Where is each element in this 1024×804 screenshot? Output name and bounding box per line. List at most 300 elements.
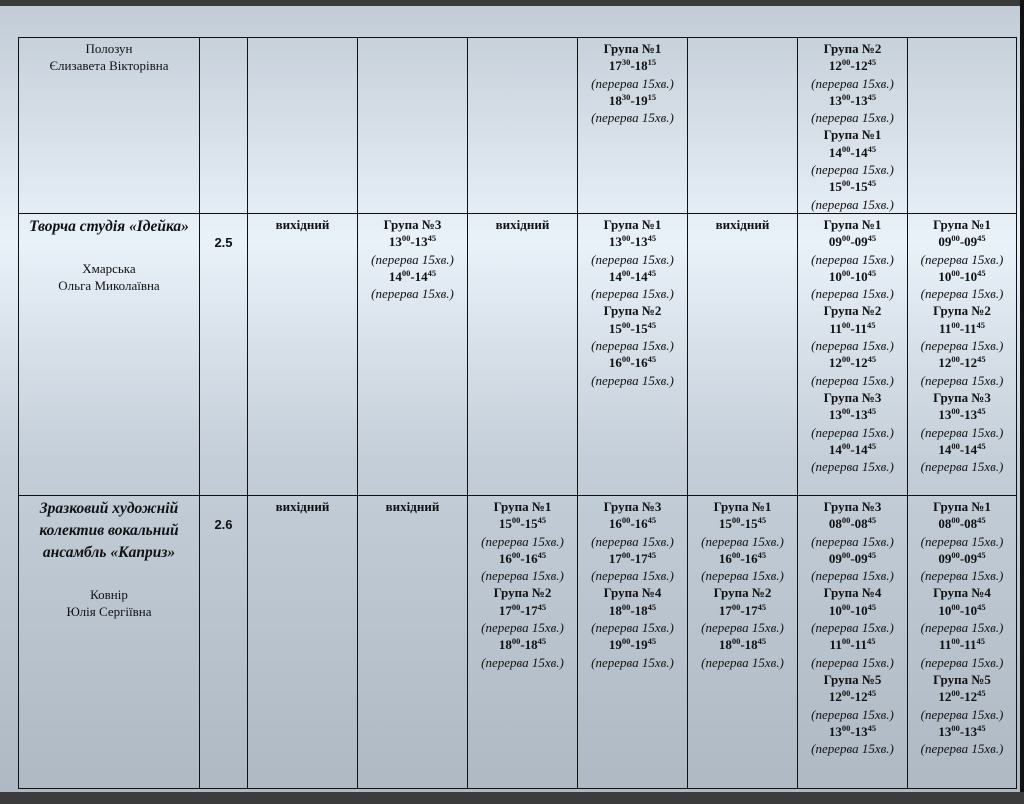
break-note: (перерва 15хв.): [811, 706, 894, 722]
time-hours: 13: [938, 407, 952, 423]
lesson-slot: [580, 550, 685, 585]
time-hours: 14: [854, 144, 868, 160]
group-label: Група №2: [603, 303, 662, 319]
time-range: $12^{00}-12^{45}$: [828, 57, 877, 74]
time-hours: 12: [854, 58, 868, 74]
time-hours: 12: [938, 355, 952, 371]
time-range: $17^{30}-18^{15}$: [608, 57, 657, 74]
time-minutes: 00: [841, 601, 851, 612]
table-row: [19, 495, 1017, 788]
break-note: (перерва 15хв.): [811, 251, 894, 267]
time-minutes: 30: [621, 57, 631, 68]
time-hours: 17: [608, 58, 622, 74]
lesson-slot: [800, 441, 905, 476]
time-range: $13^{00}-13^{45}$: [938, 406, 986, 423]
lesson-slot: [580, 498, 685, 550]
time-minutes: 45: [757, 636, 767, 647]
teacher-name-line: Хмарська: [82, 260, 136, 276]
time-hours: 13: [854, 407, 868, 423]
time-hours: 10: [828, 268, 842, 284]
time-hours: 14: [634, 268, 648, 284]
time-hours: 09: [828, 550, 842, 566]
time-hours: 12: [964, 355, 978, 371]
lesson-slot: [470, 550, 575, 585]
time-minutes: 00: [841, 549, 851, 560]
time-minutes: 00: [621, 636, 631, 647]
time-hours: 14: [388, 268, 402, 284]
break-note: (перерва 15хв.): [811, 459, 894, 475]
break-note: (перерва 15хв.): [920, 620, 1004, 636]
time-minutes: 00: [621, 267, 631, 278]
day-cell: [468, 495, 578, 788]
time-hours: 13: [828, 407, 842, 423]
time-hours: 17: [634, 550, 648, 566]
time-minutes: 00: [841, 178, 851, 189]
studio-cell: [19, 213, 200, 495]
time-minutes: 00: [621, 233, 631, 244]
time-hours: 09: [828, 234, 842, 250]
break-note: (перерва 15хв.): [811, 196, 894, 212]
time-minutes: 45: [977, 354, 986, 365]
time-minutes: 00: [951, 549, 960, 560]
day-off-label: вихідний: [468, 213, 578, 495]
time-range: $13^{00}-13^{45}$: [828, 406, 877, 423]
lesson-slot: [800, 40, 905, 92]
time-range: $13^{00}-13^{45}$: [938, 722, 986, 739]
time-range: $10^{00}-10^{45}$: [828, 267, 877, 284]
group-label: Група №4: [933, 585, 991, 601]
room-cell: 2.6: [200, 495, 248, 788]
time-minutes: 00: [951, 319, 960, 330]
time-minutes: 00: [951, 636, 960, 647]
time-minutes: 45: [867, 354, 877, 365]
time-minutes: 00: [621, 601, 631, 612]
lesson-slot: [690, 550, 795, 585]
time-hours: 11: [939, 637, 952, 653]
time-range: $10^{00}-10^{45}$: [938, 601, 986, 618]
time-hours: 16: [608, 516, 622, 532]
group-label: Група №3: [933, 389, 991, 405]
time-hours: 08: [938, 516, 952, 532]
break-note: (перерва 15хв.): [591, 568, 674, 584]
lesson-slot: [910, 636, 1014, 671]
group-label: Група №2: [823, 303, 882, 319]
time-range: $14^{00}-14^{45}$: [938, 440, 986, 457]
time-hours: 14: [828, 144, 842, 160]
time-hours: 15: [854, 179, 868, 195]
time-minutes: 45: [537, 601, 547, 612]
time-range: $13^{00}-13^{45}$: [388, 233, 437, 250]
lesson-slot: [580, 40, 685, 92]
time-minutes: 45: [867, 57, 877, 68]
time-minutes: 00: [951, 722, 960, 733]
time-hours: 13: [608, 234, 622, 250]
time-hours: 13: [854, 92, 868, 108]
time-range: $11^{00}-11^{45}$: [939, 636, 985, 653]
time-minutes: 00: [841, 722, 851, 733]
time-hours: 10: [964, 602, 978, 618]
time-hours: 17: [718, 602, 732, 618]
time-minutes: 00: [951, 354, 960, 365]
time-minutes: 45: [867, 515, 877, 526]
day-cell: [798, 38, 908, 214]
time-hours: 10: [938, 602, 952, 618]
time-minutes: 00: [841, 440, 851, 451]
day-cell: [908, 495, 1017, 788]
time-minutes: 45: [867, 549, 877, 560]
time-minutes: 00: [731, 515, 741, 526]
time-minutes: 00: [841, 143, 851, 154]
lesson-slot: [800, 302, 905, 354]
time-minutes: 00: [841, 688, 851, 699]
time-minutes: 45: [427, 267, 437, 278]
time-minutes: 45: [647, 233, 657, 244]
time-minutes: 00: [841, 636, 851, 647]
time-minutes: 45: [867, 440, 877, 451]
break-note: (перерва 15хв.): [811, 162, 894, 178]
time-minutes: 00: [621, 549, 631, 560]
time-minutes: 00: [621, 319, 631, 330]
time-range: $09^{00}-09^{45}$: [938, 549, 986, 566]
lesson-slot: [360, 268, 465, 303]
lesson-slot: [690, 584, 795, 636]
time-hours: 18: [744, 637, 758, 653]
break-note: (перерва 15хв.): [591, 338, 674, 354]
lesson-slot: [800, 723, 905, 758]
time-minutes: 45: [977, 549, 986, 560]
time-hours: 11: [939, 320, 952, 336]
time-range: $13^{00}-13^{45}$: [828, 91, 877, 108]
time-range: $10^{00}-10^{45}$: [938, 267, 986, 284]
time-range: $14^{00}-14^{45}$: [388, 267, 437, 284]
time-hours: 10: [938, 268, 952, 284]
time-hours: 16: [744, 550, 758, 566]
lesson-slot: [910, 268, 1014, 303]
group-label: Група №5: [823, 671, 882, 687]
day-off-label: вихідний: [248, 213, 358, 495]
break-note: (перерва 15хв.): [920, 286, 1004, 302]
time-range: $19^{00}-19^{45}$: [608, 636, 657, 653]
break-note: (перерва 15хв.): [701, 533, 784, 549]
time-minutes: 00: [841, 57, 851, 68]
time-minutes: 45: [977, 515, 986, 526]
table-row: [19, 213, 1017, 495]
break-note: (перерва 15хв.): [591, 110, 674, 126]
time-hours: 12: [854, 355, 868, 371]
break-note: (перерва 15хв.): [481, 620, 564, 636]
lesson-slot: [800, 636, 905, 671]
break-note: (перерва 15хв.): [481, 533, 564, 549]
time-hours: 09: [964, 550, 978, 566]
break-note: (перерва 15хв.): [920, 424, 1004, 440]
lesson-slot: [910, 498, 1014, 550]
break-note: (перерва 15хв.): [811, 533, 894, 549]
time-minutes: 45: [537, 549, 547, 560]
time-minutes: 00: [401, 267, 411, 278]
time-range: $13^{00}-13^{45}$: [828, 722, 877, 739]
bottom-bar: [0, 792, 1024, 804]
lesson-slot: [800, 498, 905, 550]
break-note: (перерва 15хв.): [920, 459, 1004, 475]
time-hours: 14: [854, 441, 868, 457]
day-cell: [468, 38, 578, 214]
lesson-slot: [800, 178, 905, 213]
day-off-label: вихідний: [688, 213, 798, 495]
time-hours: 17: [498, 602, 512, 618]
lesson-slot: [800, 268, 905, 303]
time-range: $17^{00}-17^{45}$: [498, 601, 547, 618]
time-minutes: 00: [731, 636, 741, 647]
break-note: (перерва 15хв.): [811, 75, 894, 91]
time-minutes: 00: [951, 440, 960, 451]
time-hours: 09: [938, 234, 952, 250]
break-note: (перерва 15хв.): [920, 741, 1004, 757]
time-minutes: 00: [841, 406, 851, 417]
day-cell: [688, 38, 798, 214]
time-range: $08^{00}-08^{45}$: [938, 515, 986, 532]
break-note: (перерва 15хв.): [481, 568, 564, 584]
time-minutes: 45: [757, 515, 767, 526]
time-hours: 10: [854, 602, 868, 618]
teacher-name: [21, 40, 197, 75]
time-minutes: 45: [757, 549, 767, 560]
time-minutes: 00: [511, 515, 521, 526]
time-hours: 09: [938, 550, 952, 566]
time-hours: 14: [938, 441, 952, 457]
time-range: $17^{00}-17^{45}$: [718, 601, 767, 618]
group-label: Група №1: [933, 216, 991, 232]
time-hours: 08: [964, 516, 978, 532]
time-minutes: 45: [977, 688, 986, 699]
time-hours: 16: [608, 355, 622, 371]
studio-name: Зразковий художній колектив вокальний ансамбль «Каприз»: [39, 499, 179, 561]
teacher-name-line: Єлизавета Вікторівна: [49, 58, 169, 74]
time-hours: 16: [634, 516, 648, 532]
time-minutes: 00: [951, 267, 960, 278]
time-range: $18^{00}-18^{45}$: [498, 636, 547, 653]
day-off-label: вихідний: [358, 495, 468, 788]
time-range: $09^{00}-09^{45}$: [828, 233, 877, 250]
time-hours: 18: [524, 637, 538, 653]
document-page: [0, 6, 1020, 792]
group-label: Група №3: [823, 389, 882, 405]
time-minutes: 00: [731, 601, 741, 612]
day-cell: [908, 38, 1017, 214]
break-note: (перерва 15хв.): [591, 251, 674, 267]
lesson-slot: [470, 584, 575, 636]
lesson-slot: [690, 636, 795, 671]
time-range: $18^{00}-18^{45}$: [718, 636, 767, 653]
day-cell: [688, 495, 798, 788]
time-range: $11^{00}-11^{45}$: [829, 319, 876, 336]
time-hours: 18: [608, 602, 622, 618]
time-range: $09^{00}-09^{45}$: [828, 549, 877, 566]
group-label: Група №2: [933, 303, 991, 319]
time-minutes: 00: [621, 354, 631, 365]
lesson-slot: [800, 126, 905, 178]
studio-name: Творча студія «Ідейка»: [29, 217, 189, 235]
time-minutes: 00: [731, 549, 741, 560]
time-minutes: 45: [867, 601, 877, 612]
room-cell: [200, 38, 248, 214]
time-minutes: 00: [401, 233, 411, 244]
time-minutes: 00: [841, 91, 851, 102]
table-row: [19, 38, 1017, 214]
time-range: $12^{00}-12^{45}$: [938, 354, 986, 371]
break-note: (перерва 15хв.): [371, 251, 454, 267]
break-note: (перерва 15хв.): [701, 654, 784, 670]
day-cell: [358, 213, 468, 495]
schedule-table: [18, 37, 1017, 789]
time-hours: 17: [608, 550, 622, 566]
time-hours: 11: [964, 320, 977, 336]
time-hours: 16: [524, 550, 538, 566]
page-edge: [1020, 0, 1024, 804]
studio-cell: [19, 38, 200, 214]
time-hours: 10: [964, 268, 978, 284]
break-note: (перерва 15хв.): [920, 372, 1004, 388]
time-minutes: 45: [647, 515, 657, 526]
time-hours: 09: [854, 550, 868, 566]
time-minutes: 45: [867, 178, 877, 189]
break-note: (перерва 15хв.): [811, 620, 894, 636]
lesson-slot: [910, 584, 1014, 636]
time-minutes: 45: [977, 233, 986, 244]
lesson-slot: [910, 216, 1014, 268]
time-minutes: 45: [647, 601, 657, 612]
time-hours: 09: [854, 234, 868, 250]
time-minutes: 00: [951, 406, 960, 417]
break-note: (перерва 15хв.): [591, 372, 674, 388]
time-range: $14^{00}-14^{45}$: [828, 440, 877, 457]
time-hours: 18: [498, 637, 512, 653]
studio-cell: [19, 495, 200, 788]
time-minutes: 45: [866, 636, 876, 647]
time-hours: 12: [828, 689, 842, 705]
time-range: $08^{00}-08^{45}$: [828, 515, 877, 532]
group-label: Група №1: [823, 216, 882, 232]
time-hours: 13: [828, 92, 842, 108]
time-range: $16^{00}-16^{45}$: [608, 354, 657, 371]
time-hours: 12: [828, 58, 842, 74]
time-minutes: 45: [647, 636, 657, 647]
time-hours: 14: [414, 268, 428, 284]
time-range: $15^{00}-15^{45}$: [608, 319, 657, 336]
group-label: Група №1: [603, 216, 662, 232]
time-minutes: 15: [647, 91, 657, 102]
lesson-slot: [470, 498, 575, 550]
time-hours: 15: [634, 320, 648, 336]
break-note: (перерва 15хв.): [920, 568, 1004, 584]
time-hours: 15: [718, 516, 732, 532]
day-cell: [248, 38, 358, 214]
time-hours: 11: [854, 637, 867, 653]
break-note: (перерва 15хв.): [920, 706, 1004, 722]
lesson-slot: [800, 389, 905, 441]
time-minutes: 45: [977, 406, 986, 417]
teacher-name-line: Полозун: [85, 41, 133, 56]
time-hours: 12: [854, 689, 868, 705]
time-minutes: 45: [867, 688, 877, 699]
lesson-slot: [580, 92, 685, 127]
time-hours: 13: [938, 723, 952, 739]
break-note: (перерва 15хв.): [811, 338, 894, 354]
group-label: Група №1: [823, 127, 882, 143]
time-minutes: 15: [647, 57, 657, 68]
time-minutes: 45: [867, 233, 877, 244]
time-range: $18^{30}-19^{15}$: [608, 91, 657, 108]
time-hours: 11: [854, 320, 867, 336]
group-label: Група №1: [603, 41, 662, 56]
time-hours: 13: [828, 723, 842, 739]
time-minutes: 45: [647, 549, 657, 560]
time-hours: 19: [634, 92, 648, 108]
time-hours: 16: [718, 550, 732, 566]
time-minutes: 45: [867, 722, 877, 733]
time-hours: 11: [829, 637, 842, 653]
time-hours: 11: [829, 320, 842, 336]
lesson-slot: [800, 550, 905, 585]
break-note: (перерва 15хв.): [481, 654, 564, 670]
time-hours: 08: [828, 516, 842, 532]
time-range: $14^{00}-14^{45}$: [608, 267, 657, 284]
time-minutes: 45: [537, 636, 547, 647]
time-minutes: 00: [951, 233, 960, 244]
time-hours: 09: [964, 234, 978, 250]
lesson-slot: [580, 354, 685, 389]
time-range: $15^{00}-15^{45}$: [828, 178, 877, 195]
group-label: Група №4: [823, 585, 882, 601]
group-label: Група №1: [933, 498, 991, 514]
lesson-slot: [580, 268, 685, 303]
break-note: (перерва 15хв.): [371, 286, 454, 302]
time-range: $15^{00}-15^{45}$: [718, 515, 767, 532]
time-minutes: 45: [977, 722, 986, 733]
break-note: (перерва 15хв.): [811, 654, 894, 670]
time-minutes: 00: [841, 233, 851, 244]
time-minutes: 45: [647, 354, 657, 365]
break-note: (перерва 15хв.): [701, 568, 784, 584]
time-minutes: 45: [866, 319, 876, 330]
time-hours: 15: [608, 320, 622, 336]
time-minutes: 45: [537, 515, 547, 526]
group-label: Група №2: [823, 41, 882, 56]
lesson-slot: [910, 671, 1014, 723]
time-hours: 15: [498, 516, 512, 532]
time-hours: 15: [524, 516, 538, 532]
group-label: Група №2: [493, 585, 552, 601]
day-off-label: вихідний: [248, 495, 358, 788]
break-note: (перерва 15хв.): [591, 620, 674, 636]
time-minutes: 00: [841, 267, 851, 278]
break-note: (перерва 15хв.): [811, 372, 894, 388]
time-minutes: 45: [757, 601, 767, 612]
time-minutes: 45: [647, 319, 657, 330]
break-note: (перерва 15хв.): [591, 533, 674, 549]
time-range: $17^{00}-17^{45}$: [608, 549, 657, 566]
time-minutes: 00: [511, 549, 521, 560]
time-minutes: 00: [621, 515, 631, 526]
time-hours: 16: [498, 550, 512, 566]
time-hours: 17: [524, 602, 538, 618]
time-range: $11^{00}-11^{45}$: [829, 636, 876, 653]
lesson-slot: [800, 671, 905, 723]
time-range: $09^{00}-09^{45}$: [938, 233, 986, 250]
time-hours: 15: [828, 179, 842, 195]
lesson-slot: [580, 302, 685, 354]
lesson-slot: [910, 723, 1014, 758]
time-hours: 13: [964, 723, 978, 739]
